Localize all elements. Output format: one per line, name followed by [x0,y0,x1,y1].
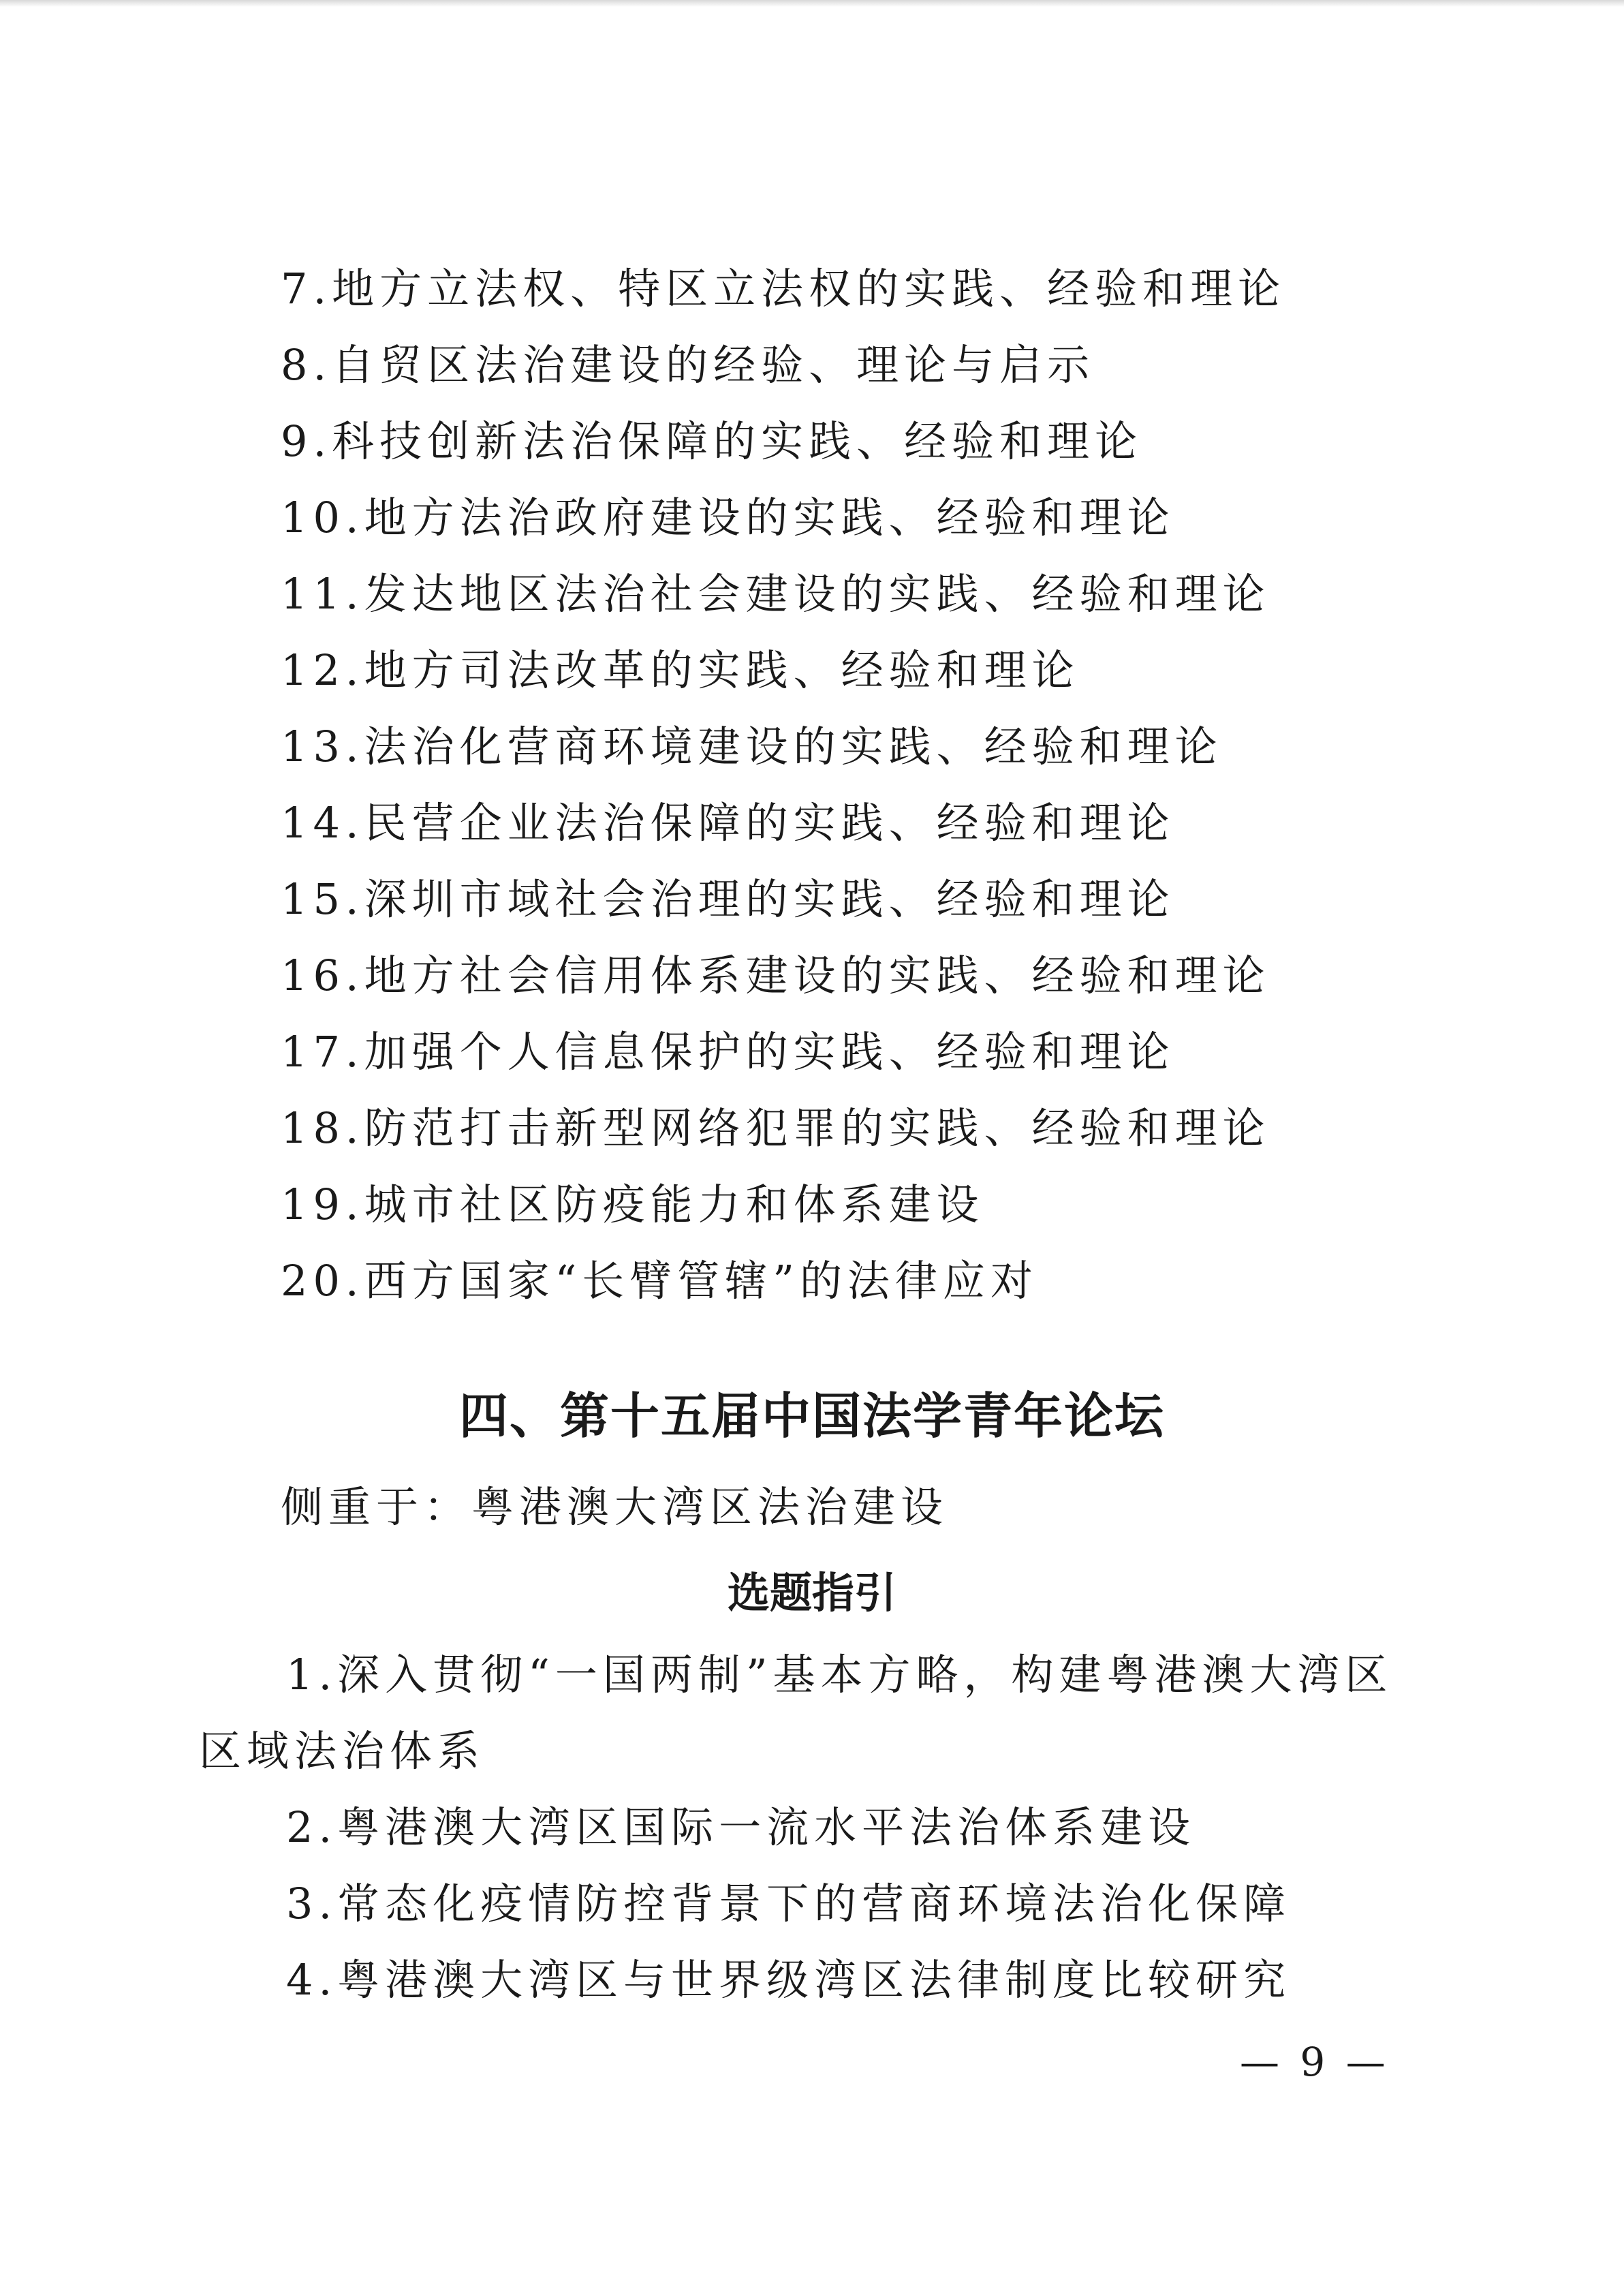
list-item: 12.地方司法改革的实践、经验和理论 [281,645,1080,695]
list-item: 4.粤港澳大湾区与世界级湾区法律制度比较研究 [286,1955,1292,2005]
page-number: — 9 — [1240,2039,1390,2085]
list-item: 16.地方社会信用体系建设的实践、经验和理论 [281,951,1270,1000]
list-item: 19.城市社区防疫能力和体系建设 [281,1180,984,1229]
list-item: 11.发达地区法治社会建设的实践、经验和理论 [281,569,1270,619]
list-item: 9.科技创新法治保障的实践、经验和理论 [281,416,1143,466]
section-focus: 侧重于：粤港澳大湾区法治建设 [281,1482,949,1532]
list-item: 7.地方立法权、特区立法权的实践、经验和理论 [281,264,1286,313]
list-item: 13.法治化营商环境建设的实践、经验和理论 [281,722,1223,771]
topic-list [281,251,1285,1319]
guide-list [199,1637,1425,2018]
list-item: 20.西方国家“长臂管辖”的法律应对 [281,1256,1038,1306]
list-item: 17.加强个人信息保护的实践、经验和理论 [281,1027,1175,1077]
section-heading: 四、第十五届中国法学青年论坛 [458,1387,1165,1445]
list-item: 3.常态化疫情防控背景下的营商环境法治化保障 [286,1879,1292,1928]
list-item: 8.自贸区法治建设的经验、理论与启示 [281,340,1095,390]
list-item: 2.粤港澳大湾区国际一流水平法治体系建设 [286,1802,1196,1852]
list-item: 15.深圳市域社会治理的实践、经验和理论 [281,874,1175,924]
list-item: 10.地方法治政府建设的实践、经验和理论 [281,493,1175,542]
guide-title: 选题指引 [727,1568,896,1618]
list-item: 1.深入贯彻“一国两制”基本方略，构建粤港澳大湾区区域法治体系 [199,1650,1393,1776]
scan-top-edge [0,0,1624,7]
list-item: 14.民营企业法治保障的实践、经验和理论 [281,798,1175,848]
list-item: 18.防范打击新型网络犯罪的实践、经验和理论 [281,1103,1270,1153]
